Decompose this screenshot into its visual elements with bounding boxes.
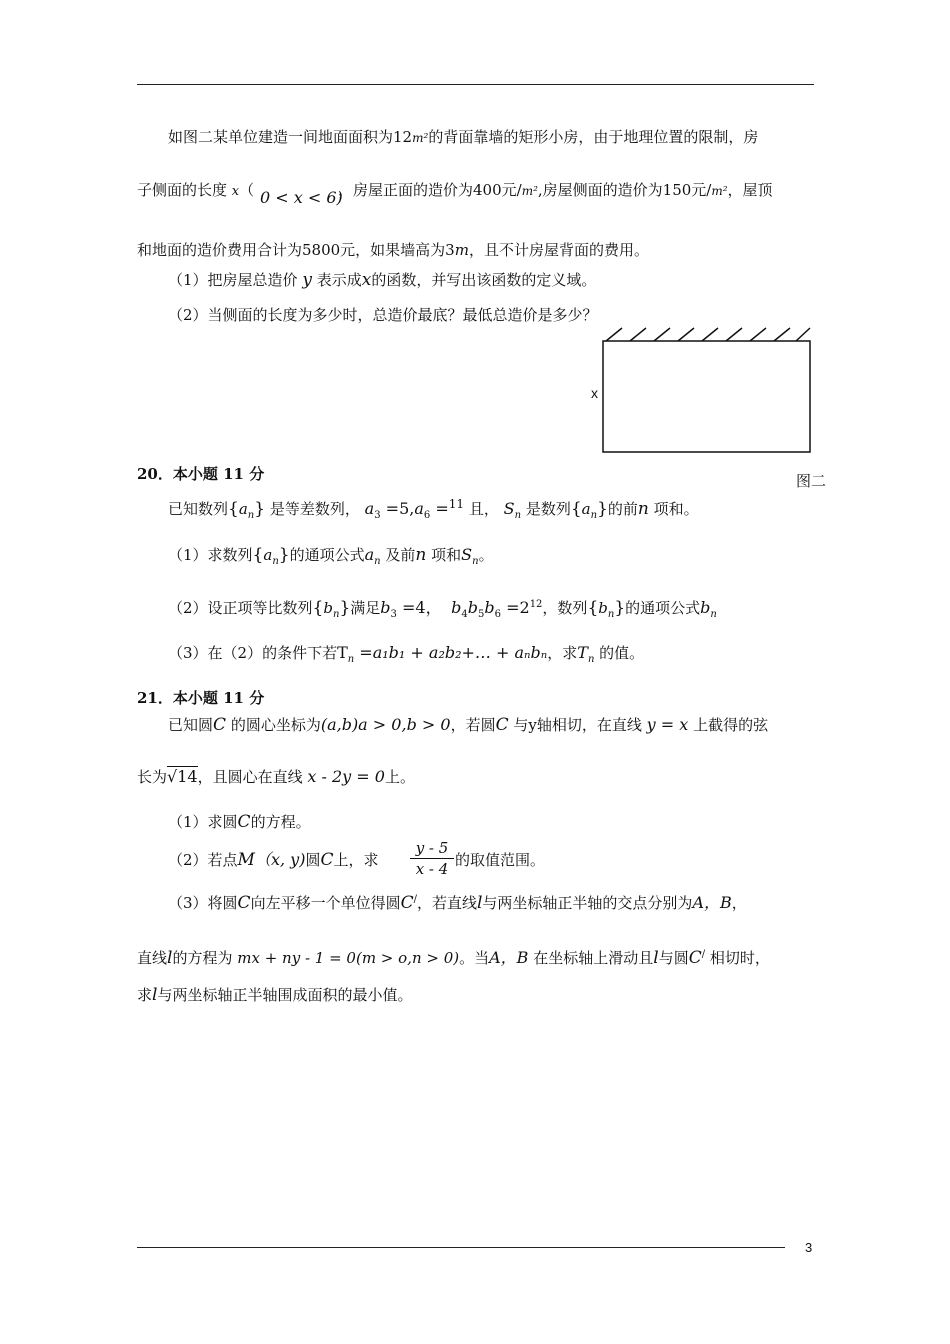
- figure-x-label: x: [591, 385, 598, 401]
- page-number: 3: [805, 1240, 813, 1255]
- q19-line-1: 如图二某单位建造一间地面面积为12m²的背面靠墙的矩形小房，由于地理位置的限制，房: [168, 128, 759, 146]
- q21-sub-1: （1）求圆C的方程。: [168, 812, 311, 832]
- q21-fraction: [410, 838, 454, 879]
- fraction-numerator: y - 5: [415, 839, 449, 857]
- footer-rule: [137, 1247, 785, 1248]
- q21-sub-2: （2）若点M（x, y)圆C上，求: [168, 850, 379, 870]
- q19-domain: 0 < x < 6): [260, 188, 343, 207]
- q19-line-2b: ，房屋正面的造价为400元/m²,房屋侧面的造价为150元/m²，屋顶: [338, 181, 773, 199]
- wall-hatching: [606, 328, 810, 341]
- q20-heading: 20．本小题 11 分: [137, 465, 265, 483]
- q19-sub-1: （1）把房屋总造价 y 表示成x的函数，并写出该函数的定义域。: [168, 270, 597, 290]
- room-rectangle: [603, 341, 810, 452]
- q21-line-4: 直线l的方程为 mx + ny - 1 = 0(m > o,n > 0)。当A，B 在坐标轴上滑动且l与圆C/ 相切时，: [137, 948, 770, 968]
- q20-sub-1: （1）求数列$\{a_n\}$的通项公式$a_n$ 及前n 项和$S_n$。: [168, 545, 494, 567]
- q19-line-2: 子侧面的长度 x（: [137, 181, 255, 199]
- header-rule: [137, 84, 814, 85]
- figure-caption: 图二: [796, 472, 827, 490]
- q21-heading: 21．本小题 11 分: [137, 689, 265, 707]
- q20-line-1: 已知数列$\{a_n\}$ 是等差数列， $a_3 =5,a_6 =^{11}$ 且， $S_n$ 是数列$\{a_n\}$的前n 项和。: [168, 497, 699, 521]
- q19-sub-2: （2）当侧面的长度为多少时，总造价最底？最低总造价是多少？: [168, 306, 598, 324]
- q19-line-3: 和地面的造价费用合计为5800元，如果墙高为3m，且不计房屋背面的费用。: [137, 241, 649, 259]
- q20-sub-3: （3）在（2）的条件下若$T_n =a_1b_1$ + a₂b₂+… + aₙbₙ，求$T_n$ 的值。: [168, 643, 645, 665]
- q21-line-5: 求l与两坐标轴正半轴围成面积的最小值。: [137, 985, 413, 1005]
- q21-sub-2-end: 的取值范围。: [455, 851, 546, 869]
- q21-line-2: 长为√14，且圆心在直线 x - 2y = 0上。: [137, 767, 415, 786]
- q21-sub-3: （3）将圆C向左平移一个单位得圆C/，若直线l与两坐标轴正半轴的交点分别为A，B，: [168, 893, 747, 913]
- q20-sub-2: （2）设正项等比数列$\{b_n\}$满足$b_3 =4$， $b_4b_5b_6 =2^{12}$，数列$\{b_n\}$的通项公式$b_n$: [168, 598, 717, 620]
- fraction-denominator: x - 4: [415, 860, 449, 878]
- room-figure: [596, 325, 816, 455]
- q21-line-1: 已知圆C 的圆心坐标为(a,b)a > 0,b > 0，若圆C 与y轴相切，在直线 y = x 上截得的弦: [168, 715, 769, 735]
